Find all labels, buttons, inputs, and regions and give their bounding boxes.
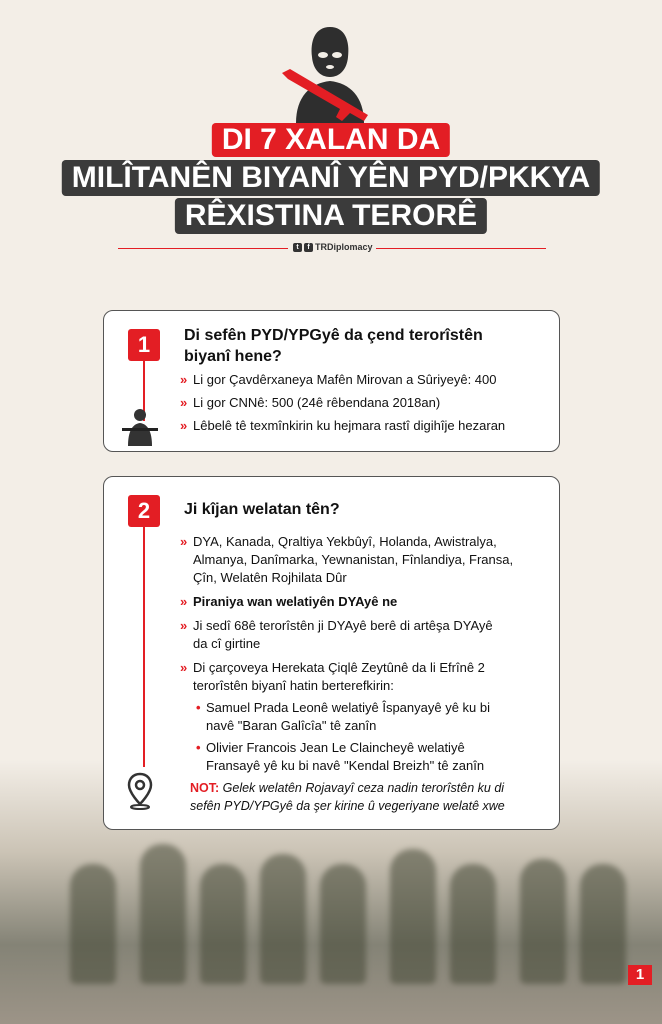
sub-item-cont: navê "Baran Galîcîa" tê zanîn <box>206 718 377 733</box>
card-number-2: 2 <box>128 495 160 527</box>
card-1-question-line-1: Di sefên PYD/YPGyê da çend terorîstên <box>184 327 483 344</box>
list-item-cont: terorîstên biyanî hatin berterefkirin: <box>193 678 394 693</box>
sub-item: • Samuel Prada Leonê welatiyê Îspanyayê yê ku bi <box>196 700 491 715</box>
title-line-2: MILÎTANÊN BIYANÎ YÊN PYD/PKKYA <box>62 160 600 196</box>
list-item: » Di çarçoveya Herekata Çiqlê Zeytûnê da li Efrînê 2 <box>180 660 485 675</box>
card-number-1: 1 <box>128 329 160 361</box>
handle-text: TRDiplomacy <box>315 242 373 252</box>
list-item: » Piraniya wan welatiyên DYAyê ne <box>180 594 398 609</box>
list-item: » Li gor CNNê: 500 (24ê rêbendana 2018an) <box>180 395 441 410</box>
sub-item-cont: Fransayê yê ku bi navê "Kendal Breizh" tê zanîn <box>206 758 485 773</box>
social-handle[interactable] <box>293 242 373 252</box>
card-1-question-line-2: biyanî hene? <box>184 348 282 365</box>
card-2-timeline <box>143 527 145 767</box>
question-card-1 <box>103 310 560 452</box>
note-line-1: NOT: Gelek welatên Rojavayî ceza nadin terorîstên ku di <box>190 781 505 795</box>
list-item-cont: Almanya, Danîmarka, Yewnanistan, Fînlandiya, Fransa, <box>193 552 514 567</box>
list-item: » Li gor Çavdêrxaneya Mafên Mirovan a Sûriyeyê: 400 <box>180 372 497 387</box>
note-line-2: sefên PYD/YPGyê da şer kirine û vegeriyane welatê xwe <box>190 799 505 813</box>
header <box>0 0 662 280</box>
facebook-icon: f <box>304 243 313 252</box>
divider-left <box>118 248 288 249</box>
list-item-cont: da cî girtine <box>193 636 261 651</box>
list-item: » Lêbelê tê texmînkirin ku hejmara rastî digihîje hezaran <box>180 418 506 433</box>
sub-item: • Olivier Francois Jean Le Claincheyê welatiyê <box>196 740 465 755</box>
list-item: » Ji sedî 68ê terorîstên ji DYAyê berê di artêşa DYAyê <box>180 618 493 633</box>
list-item-cont: Çîn, Welatên Rojhilata Dûr <box>193 570 347 585</box>
title-line-3: RÊXISTINA TERORÊ <box>175 198 487 234</box>
masked-militant-icon <box>280 25 380 125</box>
twitter-icon: t <box>293 243 302 252</box>
soldier-icon <box>120 406 160 446</box>
title-line-1: DI 7 XALAN DA <box>212 123 450 157</box>
question-card-2 <box>103 476 560 830</box>
list-item: » DYA, Kanada, Qraltiya Yekbûyî, Holanda, Awistralya, <box>180 534 497 549</box>
card-2-question: Ji kîjan welatan tên? <box>184 501 340 518</box>
location-pin-icon <box>126 772 154 810</box>
divider-right <box>376 248 546 249</box>
page-number: 1 <box>628 965 652 985</box>
